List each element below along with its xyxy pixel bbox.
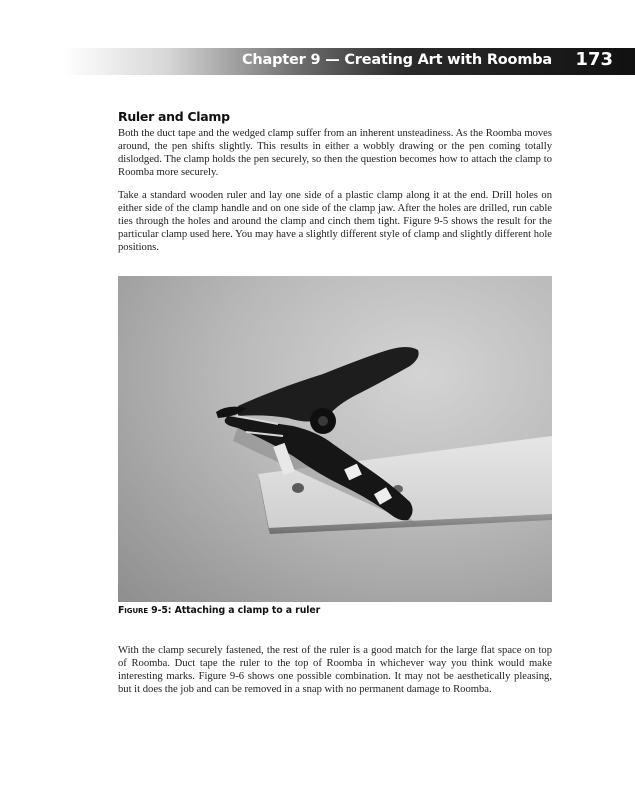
paragraph-3: With the clamp securely fastened, the rest of the ruler is a good match for the large flat space on top of Roomba. Duct tape the ruler to the top of Roomba in whichever way you think would make interesting marks. Figure 9-6 shows one possible combination. It may not be aesthetically pleasing, but it does the job and can be removed in a snap with no permanent damage to Roomba.	[118, 645, 552, 695]
chapter-header-band	[62, 48, 635, 75]
figure-photo-clamp-on-ruler	[118, 276, 552, 602]
figure-caption	[118, 605, 320, 616]
figure-label: Figure 9-5:	[118, 605, 172, 616]
paragraph-2-container	[118, 189, 552, 254]
figure-caption-text: Attaching a clamp to a ruler	[174, 605, 321, 616]
paragraph-3-container	[118, 644, 552, 696]
clamp-pivot-center	[318, 416, 328, 426]
paragraph-1-container	[118, 127, 552, 179]
page-number: 173	[575, 49, 613, 70]
section-heading: Ruler and Clamp	[118, 109, 230, 124]
clamp-ruler-illustration	[118, 276, 552, 602]
paragraph-2: Take a standard wooden ruler and lay one side of a plastic clamp along it at the end. Drill holes on either side of the clamp handle and on one side of the clamp jaw. After the holes are drilled, run cable ties through the holes and around the clamp and cinch them tight. Figure 9-5 shows the result for the particular clamp used here. You may have a slightly different style of clamp and slightly different hole positions.	[118, 190, 552, 253]
drill-hole	[292, 483, 304, 493]
paragraph-1: Both the duct tape and the wedged clamp suffer from an inherent unsteadiness. As the Roomba moves around, the pen shifts slightly. This results in either a wobbly drawing or the pen coming totally dislodged. The clamp holds the pen securely, so then the question becomes how to attach the clamp to Roomba more securely.	[118, 128, 552, 178]
chapter-title: Chapter 9 — Creating Art with Roomba	[241, 52, 552, 68]
